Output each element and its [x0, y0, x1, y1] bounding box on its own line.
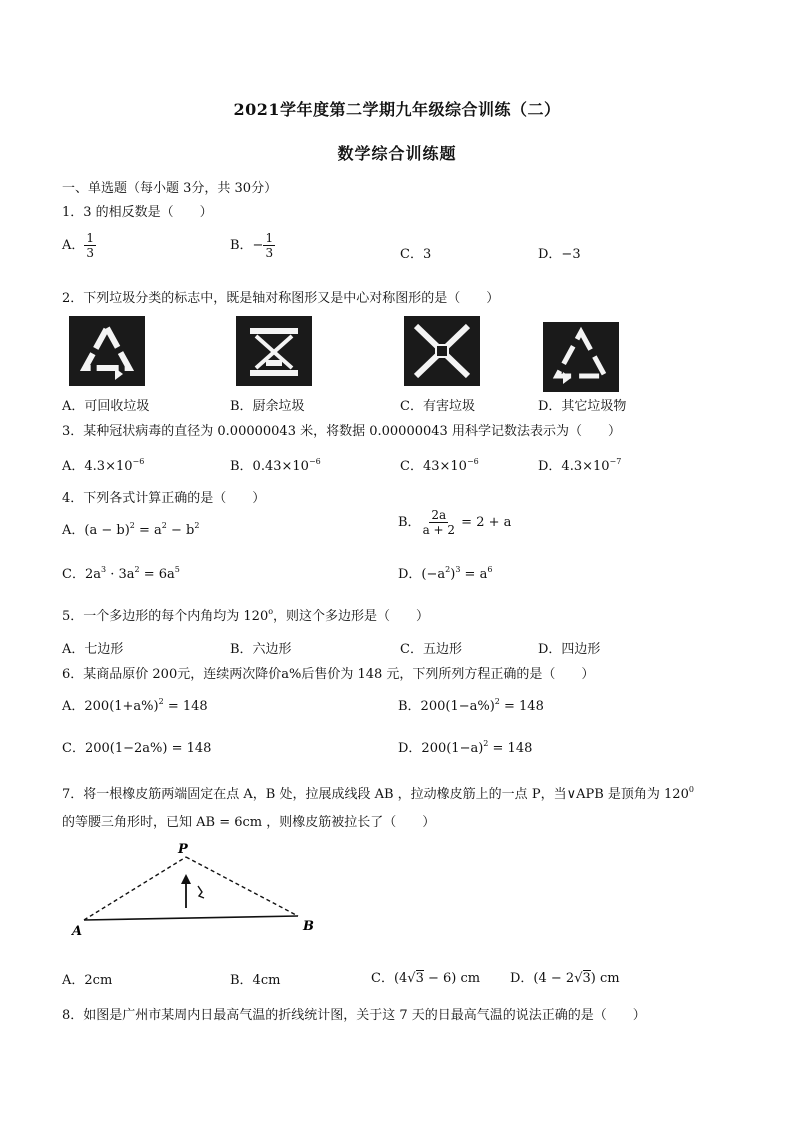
denominator: a + 2 — [422, 523, 456, 537]
exponent: 6 — [487, 565, 493, 574]
q1-option-d: D．−3 — [538, 247, 581, 262]
q1-option-a — [62, 232, 96, 259]
expr-part: D．(4 − 2 — [510, 971, 575, 986]
triangle-diagram — [60, 838, 330, 943]
radicand: 3 — [415, 971, 424, 986]
other-waste-symbol — [543, 322, 619, 392]
q1-option-b — [230, 232, 275, 259]
expr-part: C．(4 — [371, 971, 408, 986]
page-subtitle: 数学综合训练题 — [337, 144, 457, 163]
exponent: 5 — [174, 565, 180, 574]
q6-option-c: C．200(1−2a%) = 148 — [62, 741, 212, 756]
exponent: 2 — [194, 521, 200, 530]
fraction — [84, 232, 96, 259]
segment-ap — [84, 857, 186, 920]
recyclable-symbol — [69, 316, 145, 386]
expr-part: − 6) cm — [423, 971, 481, 986]
expr-part: = 148 — [488, 741, 533, 756]
recycle-icon — [543, 322, 619, 392]
question-3-stem: 3．某种冠状病毒的直径为 0.00000043 米，将数据 0.00000043 用科学记数法表示为（ ） — [62, 424, 621, 439]
base: B．0.43×10 — [230, 459, 309, 474]
expr-part: ) cm — [590, 971, 620, 986]
q6-option-b — [398, 695, 544, 714]
q3-option-d — [538, 455, 621, 474]
page-title: 2021学年度第二学期九年级综合训练（二） — [233, 100, 561, 119]
q7-option-d — [510, 967, 620, 986]
fraction — [263, 232, 275, 259]
q1-option-c: C．3 — [400, 247, 432, 262]
cross-arrows-icon — [404, 316, 480, 386]
option-label: B．− — [230, 238, 264, 253]
exponent: 3 — [100, 565, 107, 574]
expr-part: D．(−a — [398, 567, 446, 582]
q3-option-c — [400, 455, 479, 474]
exponent: −7 — [609, 457, 622, 466]
label-a: A — [72, 924, 83, 939]
question-6-stem: 6．某商品原价 200元，连续两次降价a%后售价为 148 元，下列所列方程正确的是（ ） — [62, 667, 595, 682]
kitchen-waste-symbol — [236, 316, 312, 386]
expr-part: A．(a − b) — [62, 523, 130, 538]
fraction — [421, 509, 457, 536]
question-2-stem: 2．下列垃圾分类的标志中，既是轴对称图形又是中心对称图形的是（ ） — [62, 291, 500, 306]
exponent: 3 — [455, 565, 461, 574]
question-5-stem — [62, 605, 429, 624]
sqrt-sign: √ — [574, 971, 583, 986]
expr-part: ) — [450, 567, 456, 582]
expr-part: = a — [134, 523, 162, 538]
stem-part: 7．将一根橡皮筋两端固定在点 A，B 处，拉展成线段 AB ，拉动橡皮筋上的一点 P，当∨APB 是顶角为 120 — [62, 787, 689, 802]
q4-option-d — [398, 563, 492, 582]
section-heading: 一、单选题（每小题 3分，共 30分） — [62, 181, 278, 196]
expr-part: = 148 — [163, 699, 208, 714]
recycle-icon — [69, 316, 145, 386]
expr-part: B．200(1−a%) — [398, 699, 495, 714]
exponent: 2 — [158, 697, 164, 706]
segment-pb — [186, 857, 298, 916]
expr-part: = 2 + a — [457, 515, 512, 530]
radicand: 3 — [582, 971, 591, 986]
stem-part: ，则这个多边形是（ ） — [273, 609, 430, 624]
q5-option-d: D．四边形 — [538, 642, 601, 657]
option-label: B． — [398, 515, 421, 530]
exponent: 2 — [483, 739, 489, 748]
base: A．4.3×10 — [62, 459, 133, 474]
degree-sign: o — [268, 607, 274, 616]
label-p: P — [178, 842, 188, 857]
rubber-band-figure — [60, 838, 330, 943]
question-7-stem-line2: 的等腰三角形时，已知 AB = 6cm ，则橡皮筋被拉长了（ ） — [62, 815, 436, 830]
q4-option-a — [62, 519, 199, 538]
exponent: −6 — [466, 457, 479, 466]
q5-option-c: C．五边形 — [400, 642, 462, 657]
expr-part: = a — [460, 567, 488, 582]
exponent: 2 — [129, 521, 135, 530]
base: D．4.3×10 — [538, 459, 610, 474]
expr-part: − b — [166, 523, 195, 538]
exponent: 2 — [161, 521, 167, 530]
exponent: −6 — [308, 457, 321, 466]
q3-option-a — [62, 455, 144, 474]
expr-part: C．2a — [62, 567, 101, 582]
label-b: B — [303, 919, 314, 934]
q2-option-c: C．有害垃圾 — [400, 399, 475, 414]
numerator: 1 — [265, 231, 274, 245]
exponent: 2 — [134, 565, 140, 574]
expr-part: = 148 — [499, 699, 544, 714]
q4-option-b — [398, 509, 511, 536]
numerator: 2a — [431, 508, 447, 522]
hazardous-waste-symbol — [404, 316, 480, 386]
option-label: A． — [62, 238, 85, 253]
q4-option-c — [62, 563, 180, 582]
segment-ab — [84, 916, 298, 920]
degree-sign: 0 — [688, 785, 694, 794]
expr-part: · 3a — [106, 567, 135, 582]
question-7-stem-line1 — [62, 783, 694, 802]
expr-part: D．200(1−a) — [398, 741, 484, 756]
denominator: 3 — [86, 246, 95, 260]
q5-option-a: A．七边形 — [62, 642, 124, 657]
q6-option-d — [398, 737, 532, 756]
q2-option-b: B．厨余垃圾 — [230, 399, 305, 414]
denominator: 3 — [265, 246, 274, 260]
sqrt-sign: √ — [407, 971, 416, 986]
question-8-stem: 8．如图是广州市某周内日最高气温的折线统计图，关于这 7 天的日最高气温的说法正确的是（ ） — [62, 1008, 646, 1023]
q3-option-b — [230, 455, 321, 474]
q2-option-a: A．可回收垃圾 — [62, 399, 150, 414]
q6-option-a — [62, 695, 208, 714]
exponent: 2 — [445, 565, 451, 574]
hourglass-icon — [236, 316, 312, 386]
q7-option-a: A．2cm — [62, 973, 113, 988]
q7-option-b: B．4cm — [230, 973, 281, 988]
expr-part: = 6a — [139, 567, 175, 582]
base: C．43×10 — [400, 459, 467, 474]
exponent: −6 — [132, 457, 145, 466]
question-4-stem: 4．下列各式计算正确的是（ ） — [62, 491, 266, 506]
expr-part: A．200(1+a%) — [62, 699, 159, 714]
arrow-up-icon — [181, 874, 191, 884]
stem-part: 5．一个多边形的每个内角均为 120 — [62, 609, 269, 624]
q2-option-d: D．其它垃圾物 — [538, 399, 627, 414]
question-1-stem: 1．3 的相反数是（ ） — [62, 205, 213, 220]
q7-option-c — [371, 967, 480, 986]
q5-option-b: B．六边形 — [230, 642, 292, 657]
numerator: 1 — [86, 231, 95, 245]
exponent: 2 — [494, 697, 500, 706]
hand-icon — [198, 886, 204, 898]
